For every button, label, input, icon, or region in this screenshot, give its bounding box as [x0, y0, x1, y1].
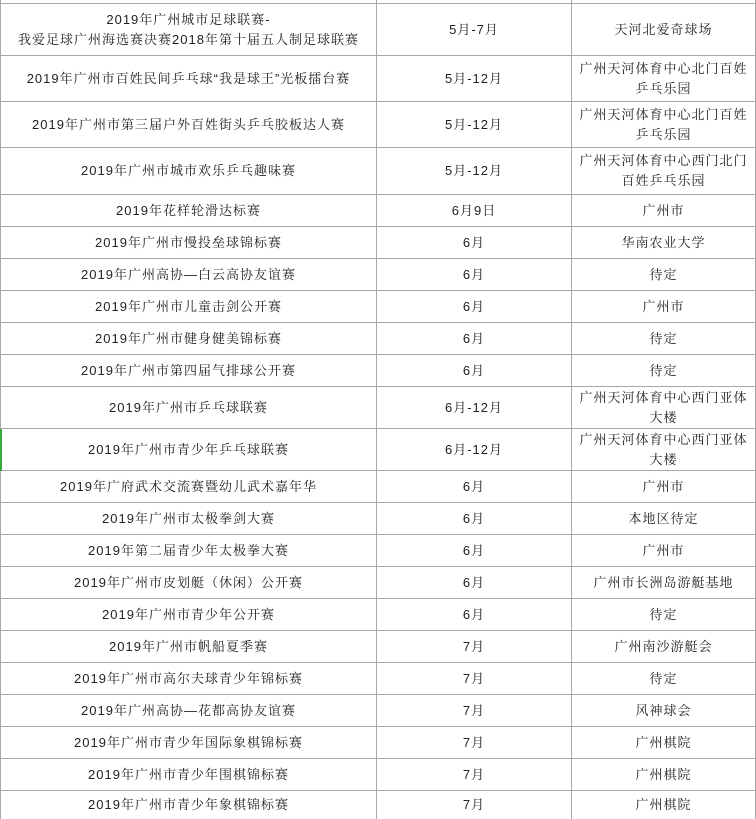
table-row: [0, 503, 756, 535]
table-row: [0, 323, 756, 355]
event-venue-cell: 广州市: [572, 291, 756, 323]
event-time-cell: 6月: [377, 259, 572, 291]
event-venue-cell: 待定: [572, 599, 756, 631]
event-time-cell: 6月-12月: [377, 429, 572, 471]
event-time-cell: 6月: [377, 503, 572, 535]
table-row: [0, 227, 756, 259]
event-venue-cell: 广州棋院: [572, 727, 756, 759]
event-time-cell: 6月: [377, 567, 572, 599]
event-time-cell: 6月: [377, 355, 572, 387]
event-name-cell: 2019年广州市慢投垒球锦标赛: [0, 227, 377, 259]
table-row: [0, 535, 756, 567]
table-row: [0, 791, 756, 819]
event-name-cell: 2019年广府武术交流赛暨幼儿武术嘉年华: [0, 471, 377, 503]
table-row: [0, 148, 756, 195]
event-name-cell: 2019年广州市青少年象棋锦标赛: [0, 791, 377, 819]
event-time-cell: 7月: [377, 759, 572, 791]
table-row: [0, 102, 756, 148]
event-venue-cell: 广州天河体育中心北门百姓乒乓乐园: [572, 56, 756, 102]
event-time-cell: 7月: [377, 791, 572, 819]
event-name-cell: 2019年广州高协—白云高协友谊赛: [0, 259, 377, 291]
event-time-cell: 6月: [377, 323, 572, 355]
event-name-cell: 2019年花样轮滑达标赛: [0, 195, 377, 227]
event-venue-cell: 广州棋院: [572, 759, 756, 791]
table-row: [0, 663, 756, 695]
event-time-cell: 5月-12月: [377, 102, 572, 148]
event-name-cell: 2019年广州城市足球联赛- 我爱足球广州海选赛决赛2018年第十届五人制足球联赛: [0, 4, 377, 56]
table-row: [0, 727, 756, 759]
event-venue-cell: 广州棋院: [572, 791, 756, 819]
event-venue-cell: 广州天河体育中心西门北门百姓乒乓乐园: [572, 148, 756, 195]
table-row: [0, 471, 756, 503]
event-name-cell: 2019年广州市青少年围棋锦标赛: [0, 759, 377, 791]
event-name-cell: 2019年广州市青少年国际象棋锦标赛: [0, 727, 377, 759]
table-row: [0, 429, 756, 471]
event-name-cell: 2019年广州市百姓民间乒乓球“我是球王”光板擂台赛: [0, 56, 377, 102]
event-venue-cell: 广州市: [572, 535, 756, 567]
table-row: [0, 4, 756, 56]
event-venue-cell: 天河北爱奇球场: [572, 4, 756, 56]
event-venue-cell: 待定: [572, 323, 756, 355]
event-venue-cell: 广州市长洲岛游艇基地: [572, 567, 756, 599]
event-name-cell: 2019年广州市健身健美锦标赛: [0, 323, 377, 355]
event-time-cell: 7月: [377, 631, 572, 663]
event-venue-cell: 华南农业大学: [572, 227, 756, 259]
event-name-cell: 2019年第二届青少年太极拳大赛: [0, 535, 377, 567]
table-row: [0, 759, 756, 791]
event-venue-cell: 待定: [572, 663, 756, 695]
event-name-cell: 2019年广州市皮划艇（休闲）公开赛: [0, 567, 377, 599]
event-name-cell: 2019年广州高协—花都高协友谊赛: [0, 695, 377, 727]
event-time-cell: 6月: [377, 535, 572, 567]
event-name-cell: 2019年广州市太极拳剑大赛: [0, 503, 377, 535]
event-name-cell: 2019年广州市青少年乒乓球联赛: [0, 429, 377, 471]
event-venue-cell: 广州南沙游艇会: [572, 631, 756, 663]
table-row: [0, 599, 756, 631]
event-time-cell: 6月: [377, 291, 572, 323]
event-venue-cell: 广州天河体育中心北门百姓乒乓乐园: [572, 102, 756, 148]
event-venue-cell: 风神球会: [572, 695, 756, 727]
event-time-cell: 7月: [377, 663, 572, 695]
event-name-cell: 2019年广州市第四届气排球公开赛: [0, 355, 377, 387]
table-row: [0, 695, 756, 727]
event-venue-cell: 广州市: [572, 195, 756, 227]
event-name-cell: 2019年广州市帆船夏季赛: [0, 631, 377, 663]
table-row: [0, 387, 756, 429]
event-name-cell: 2019年广州市城市欢乐乒乓趣味赛: [0, 148, 377, 195]
table-row: [0, 291, 756, 323]
event-venue-cell: 广州天河体育中心西门亚体大楼: [572, 429, 756, 471]
event-time-cell: 6月-12月: [377, 387, 572, 429]
table-row: [0, 195, 756, 227]
event-venue-cell: 待定: [572, 355, 756, 387]
event-time-cell: 7月: [377, 695, 572, 727]
table-row: [0, 56, 756, 102]
table-row: [0, 631, 756, 663]
event-time-cell: 6月: [377, 471, 572, 503]
event-time-cell: 6月9日: [377, 195, 572, 227]
row-selection-indicator: [0, 429, 2, 471]
event-venue-cell: 广州市: [572, 471, 756, 503]
event-time-cell: 7月: [377, 727, 572, 759]
event-venue-cell: 待定: [572, 259, 756, 291]
event-name-cell: 2019年广州市高尔夫球青少年锦标赛: [0, 663, 377, 695]
event-time-cell: 5月-12月: [377, 148, 572, 195]
event-name-cell: 2019年广州市青少年公开赛: [0, 599, 377, 631]
table-row: [0, 355, 756, 387]
event-name-cell: 2019年广州市儿童击剑公开赛: [0, 291, 377, 323]
table-row: [0, 259, 756, 291]
event-name-cell: 2019年广州市乒乓球联赛: [0, 387, 377, 429]
event-name-cell: 2019年广州市第三届户外百姓街头乒乓胶板达人赛: [0, 102, 377, 148]
event-venue-cell: 广州天河体育中心西门亚体大楼: [572, 387, 756, 429]
table-row: [0, 567, 756, 599]
event-time-cell: 5月-7月: [377, 4, 572, 56]
event-time-cell: 5月-12月: [377, 56, 572, 102]
event-time-cell: 6月: [377, 227, 572, 259]
event-time-cell: 6月: [377, 599, 572, 631]
event-venue-cell: 本地区待定: [572, 503, 756, 535]
